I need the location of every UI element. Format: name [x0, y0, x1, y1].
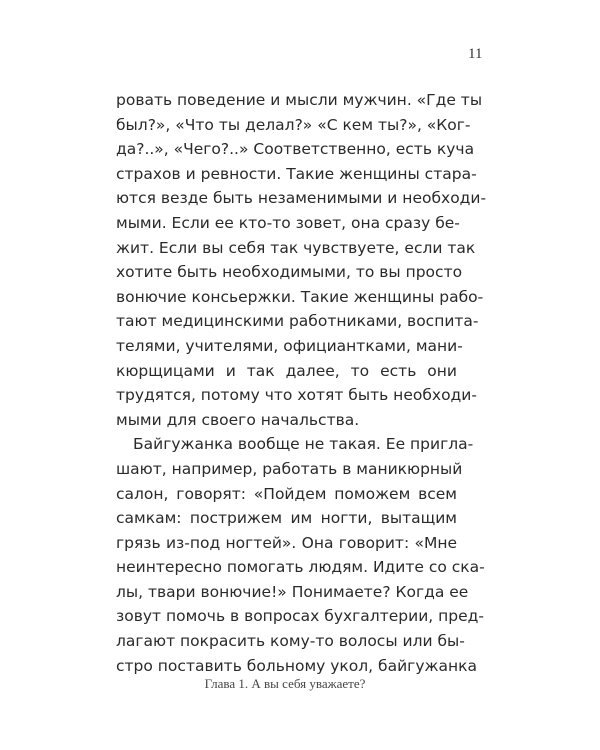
text-line: хотите быть необходимыми, то вы просто: [116, 263, 463, 282]
body-text: [116, 88, 487, 678]
text-line: салон, говорят: «Пойдем поможем всем: [116, 484, 457, 503]
text-line: тают медицинскими работниками, воспита-: [116, 312, 479, 331]
text-line: лы, твари вонючие!» Понимаете? Когда ее: [116, 582, 469, 601]
text-line: лагают покрасить кому-то волосы или бы-: [116, 632, 465, 651]
text-line: ровать поведение и мысли мужчин. «Где ты: [116, 91, 483, 109]
text-line: был?», «Что ты делал?» «С кем ты?», «Ког-: [116, 115, 471, 134]
text-line: Байгужанка вообще не такая. Ее пригла-: [133, 435, 474, 454]
text-line: грязь из-под ногтей». Она говорит: «Мне: [116, 533, 457, 552]
text-line: телями, учителями, официантками, мани-: [116, 336, 463, 355]
text-line: да?..», «Чего?..» Соответственно, есть куча: [116, 140, 475, 159]
text-line: мыми. Если ее кто-то зовет, она сразу бе-: [116, 213, 460, 232]
text-line: стро поставить больному укол, байгужанка: [116, 656, 477, 675]
text-line: трудятся, потому что хотят быть необходи-: [116, 386, 477, 405]
text-line: мыми для своего начальства.: [116, 410, 360, 429]
text-line: зовут помочь в вопросах бухгалтерии, пред-: [116, 607, 484, 626]
text-line: страхов и ревности. Такие женщины стара-: [116, 164, 477, 183]
text-line: шают, например, работать в маникюрный: [116, 459, 463, 478]
page-number: 11: [468, 46, 483, 62]
text-line: неинтересно помогать людям. Идите со ска-: [116, 558, 485, 577]
running-footer: Глава 1. А вы себя уважаете?: [204, 676, 366, 691]
text-line: ются везде быть незаменимыми и необходи-: [116, 189, 487, 208]
text-line: кюрщицами и так далее, то есть они: [116, 361, 457, 380]
text-line: самкам: пострижем им ногти, вытащим: [116, 509, 457, 528]
text-line: вонючие консьержки. Такие женщины рабо-: [116, 287, 484, 306]
text-line: жит. Если вы себя так чувствуете, если так: [116, 238, 476, 257]
